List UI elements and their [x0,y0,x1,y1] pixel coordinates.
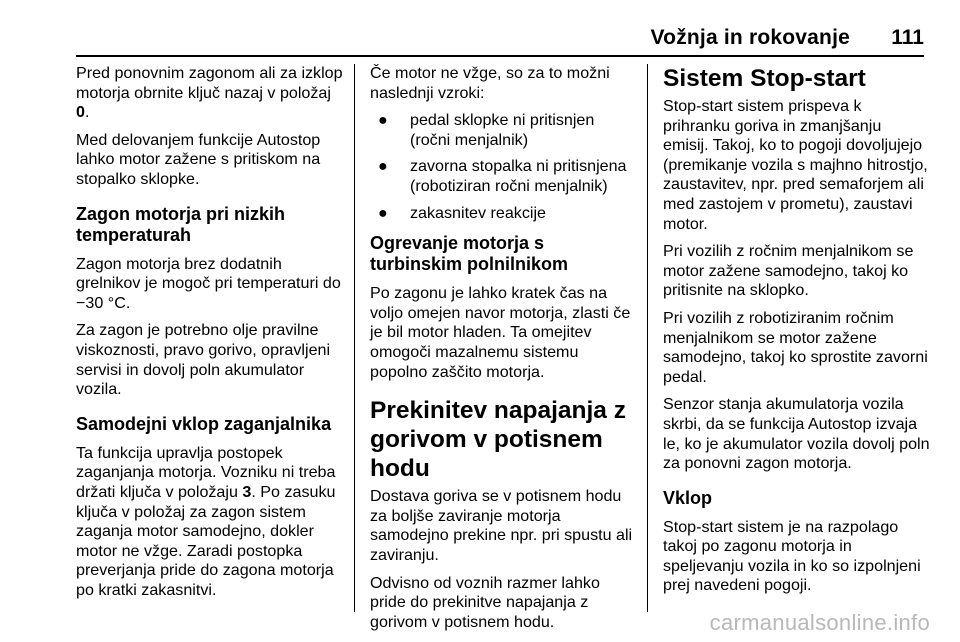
page-header [0,0,960,58]
column-divider [647,64,648,612]
section-heading-fuel-cutoff: Prekinitev napajanja z gorivom v potisnem hodu [370,397,626,483]
paragraph: Pri vozilih z robotiziranim ročnim menjalnikom se motor zažene samodejno, takoj ko sprostite zavorni pedal. [663,308,928,386]
list-item: ● zakasnitev reakcije [378,203,546,222]
bullet-list [370,111,638,223]
paragraph: Pred ponovnim zagonom ali za izklop motorja obrnite ključ nazaj v položaj 0. [76,64,343,122]
paragraph: Ta funkcija upravlja postopek zaganjanja motorja. Vozniku ni treba držati ključa v položaju 3. Po zasuku ključa v položaj za zagon sistem zaganja motor samodejno, dokler motor ne vžge. Zaradi postopka preverjanja pride do zagona motorja po kratki zakasnitvi. [76,443,336,599]
column-1 [76,64,344,608]
section-heading-turbo: Ogrevanje motorja s turbinskim polnilnikom [370,233,569,275]
paragraph: Med delovanjem funkcije Autostop lahko motor zažene s pritiskom na stopalko sklopke. [76,130,321,188]
watermark: carmanualsonline.info [709,610,930,635]
bullet-icon: ● [378,203,388,222]
section-heading-auto-starter: Samodejni vklop zaganjalnika [76,413,332,434]
column-2 [370,64,638,640]
paragraph: Po zagonu je lahko kratek čas na voljo omejen navor motorja, zlasti če je bil motor hladen. Ta omejitev omogoči mazalnemu sistemu popolno zaščito motorja. [370,284,631,381]
header-divider [76,55,924,57]
section-heading-activation: Vklop [663,487,713,508]
section-heading-cold-start: Zagon motorja pri nizkih temperaturah [76,203,286,245]
paragraph: Dostava goriva se v potisnem hodu za boljše zaviranje motorja samodejno prekine npr. pri spustu ali zaviranju. [370,487,633,564]
page-number: 111 [891,26,924,49]
section-heading-stop-start: Sistem Stop-start [663,65,866,92]
paragraph: Senzor stanja akumulatorja vozila skrbi, da se funkcija Autostop izvaja le, ko je akumulator vozila dovolj poln za ponovni zagon motorja. [663,395,930,473]
column-divider [354,64,355,612]
list-item: ● pedal sklopke ni pritisnjen (ročni menjalnik) [378,111,595,149]
column-3 [663,64,931,604]
paragraph: Pri vozilih z ročnim menjalnikom se motor zažene samodejno, takoj ko pritisnite na sklopko. [663,242,914,300]
paragraph: Stop-start sistem prispeva k prihranku goriva in zmanjšanju emisij. Takoj, ko to pogoji dovoljujejo (premikanje vozila s majhno hitrostjo, zaustavitev, npr. pred semaforjem ali med zastojem v prometu), zaustavi motor. [663,97,928,233]
paragraph: Odvisno od voznih razmer lahko pride do prekinitve napajanja z gorivom v potisnem hodu. [370,573,600,631]
bullet-icon: ● [378,111,388,130]
paragraph: Za zagon je potrebno olje pravilne viskoznosti, pravo gorivo, opravljeni servisi in dovolj poln akumulator vozila. [76,321,331,399]
paragraph: Stop-start sistem je na razpolago takoj po zagonu motorja in speljevanju vozila in ko so izpolnjeni prej navedeni pogoji. [663,517,921,595]
list-item: ● zavorna stopalka ni pritisnjena (robotiziran ročni menjalnik) [378,157,627,195]
paragraph: Zagon motorja brez dodatnih grelnikov je mogoč pri temperaturi do −30 °C. [76,254,341,312]
page-title: Vožnja in rokovanje [650,26,850,49]
paragraph: Če motor ne vžge, so za to možni naslednji vzroki: [370,64,610,102]
bullet-icon: ● [378,157,388,176]
